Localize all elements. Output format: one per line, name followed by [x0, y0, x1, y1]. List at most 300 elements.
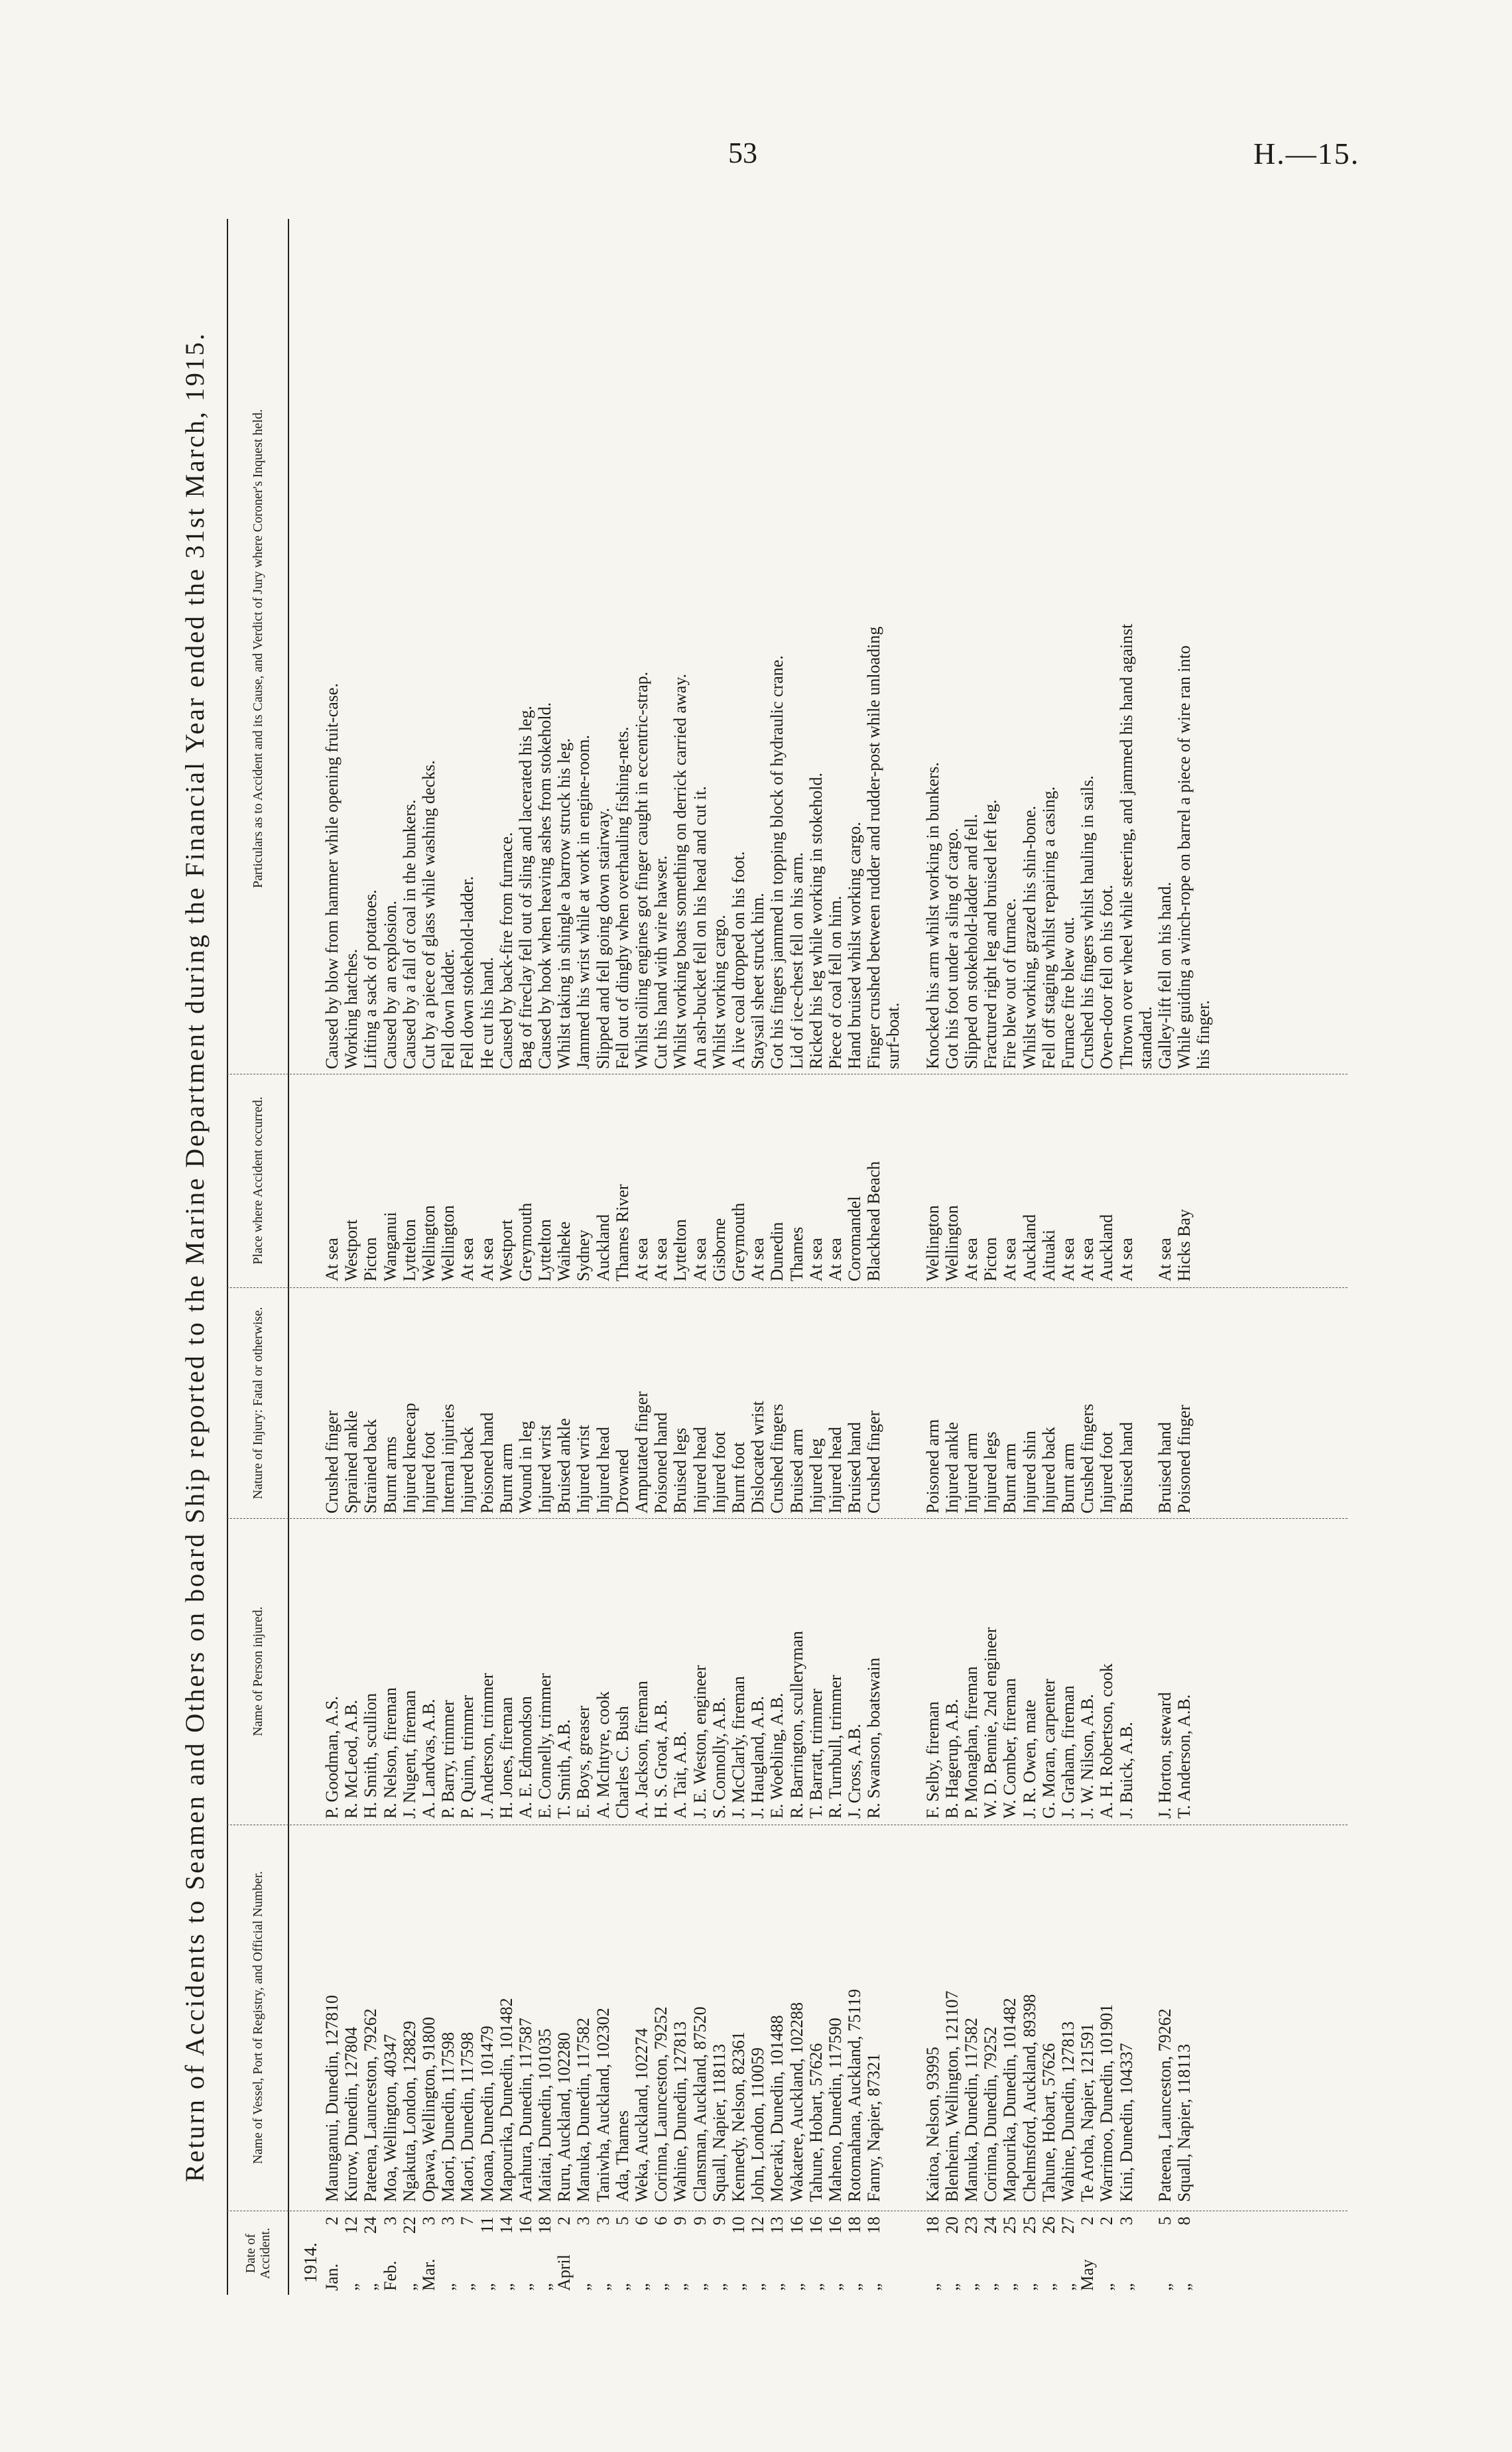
month-cell: „ [787, 2283, 806, 2291]
table-row [342, 219, 361, 2295]
particulars-cell: Working hatches. [342, 948, 361, 1069]
person-cell: J. Graham, fireman [1058, 1685, 1078, 1819]
particulars-cell: Fell down stokehold-ladder. [458, 875, 477, 1069]
place-cell: At sea [477, 1238, 497, 1281]
table-row [1136, 219, 1155, 2295]
month-cell: „ [458, 2283, 477, 2291]
header-place: Place where Accident occurred. [251, 1096, 265, 1265]
injury-cell: Dislocated wrist [748, 1401, 768, 1514]
injury-cell: Injured foot [709, 1431, 729, 1514]
month-cell: Mar. [418, 2258, 438, 2291]
place-cell: Wellington [438, 1205, 458, 1281]
vessel-cell: Opawa, Wellington, 91800 [418, 2016, 438, 2202]
person-cell: W. Comber, fireman [1000, 1678, 1020, 1819]
injury-cell: Drowned [612, 1449, 632, 1514]
person-cell: H. S. Groat, A.B. [651, 1699, 671, 1819]
person-cell: P. Barry, trimmer [438, 1700, 458, 1819]
table-row [1039, 219, 1058, 2295]
injury-cell: Bruised arm [787, 1429, 806, 1514]
particulars-cell: Furnace fire blew out. [1058, 917, 1078, 1069]
person-cell: R. Nelson, fireman [380, 1687, 400, 1819]
particulars-cell: Caused by blow from hammer while opening fruit-case. [322, 683, 342, 1069]
table-row [458, 219, 477, 2295]
table-row [806, 219, 826, 2295]
vessel-cell: Blenheim, Wellington, 121107 [942, 1990, 962, 2202]
header-vessel: Name of Vessel, Port of Registry, and Official Number. [251, 1871, 265, 2164]
table-row [845, 219, 864, 2295]
place-cell: At sea [651, 1238, 671, 1281]
vessel-cell: Kini, Dunedin, 104337 [1116, 2043, 1136, 2202]
place-cell: At sea [632, 1238, 651, 1281]
particulars-cell: Whilst taking in shingle a barrow struck his leg. [554, 738, 574, 1069]
place-cell: Lyttelton [399, 1219, 419, 1281]
place-cell: Thames [787, 1226, 806, 1281]
place-cell: Auckland [593, 1214, 613, 1281]
person-cell: H. Jones, fireman [496, 1697, 516, 1819]
table-row [1020, 219, 1039, 2295]
table-row [1117, 219, 1136, 2295]
particulars-cell: his finger. [1194, 1000, 1214, 1069]
particulars-cell: An ash-bucket fell on his head and cut it. [690, 786, 710, 1069]
table-row [1194, 219, 1213, 2295]
month-cell: April [554, 2254, 574, 2291]
day-cell: 2 [322, 2217, 342, 2225]
day-cell: 3 [1116, 2217, 1136, 2225]
vessel-cell: Weka, Auckland, 102274 [632, 2028, 651, 2202]
day-cell: 9 [709, 2217, 729, 2225]
table-row [516, 219, 535, 2295]
month-cell: „ [670, 2283, 690, 2291]
particulars-cell: Crushed his fingers whilst hauling in sails. [1078, 775, 1098, 1069]
injury-cell: Injured head [593, 1427, 613, 1514]
day-cell: 3 [593, 2217, 613, 2225]
particulars-cell: Hand bruised whilst working cargo. [845, 822, 865, 1069]
vessel-cell: John, London, 110059 [748, 2047, 768, 2202]
table-row [1078, 219, 1097, 2295]
person-cell: T. Anderson, A.B. [1174, 1694, 1194, 1819]
year-label: 1914. [300, 2242, 320, 2283]
place-cell: Lyttelton [535, 1219, 555, 1281]
vessel-cell: Maori, Dunedin, 117598 [458, 2032, 477, 2202]
month-cell: „ [593, 2283, 613, 2291]
place-cell: Greymouth [728, 1202, 748, 1281]
injury-cell: Bruised legs [670, 1427, 690, 1514]
injury-cell: Bruised ankle [554, 1418, 574, 1514]
person-cell: A. Jackson, fireman [632, 1681, 651, 1819]
vessel-cell: Moeraki, Dunedin, 101488 [767, 2015, 787, 2202]
place-cell: Greymouth [515, 1202, 535, 1281]
particulars-cell: Finger crushed between rudder and rudder-post while unloading [864, 626, 884, 1069]
table-header [227, 219, 289, 2295]
table-row [651, 219, 670, 2295]
month-cell: „ [1116, 2283, 1136, 2291]
accident-return-table [179, 219, 1353, 2295]
place-cell: At sea [748, 1238, 768, 1281]
place-cell: Hicks Bay [1174, 1208, 1194, 1281]
table-row [632, 219, 651, 2295]
particulars-cell: Oven-door fell on his foot. [1097, 884, 1117, 1069]
month-cell: „ [1000, 2283, 1020, 2291]
particulars-cell: Knocked his arm whilst working in bunkers. [922, 762, 942, 1069]
table-row [710, 219, 729, 2295]
injury-cell: Crushed fingers [1078, 1403, 1098, 1514]
place-cell: Wellington [418, 1205, 438, 1281]
injury-cell: Injured head [825, 1427, 845, 1514]
month-cell: „ [438, 2283, 458, 2291]
particulars-cell: Whilst oiling engines got finger caught in eccentric-strap. [632, 671, 651, 1069]
injury-cell: Internal injuries [438, 1403, 458, 1514]
day-cell: 12 [748, 2217, 768, 2234]
injury-cell: Poisoned arm [922, 1419, 942, 1514]
table-row [942, 219, 962, 2295]
month-cell: „ [942, 2283, 962, 2291]
particulars-cell: Fell down ladder. [438, 948, 458, 1069]
vessel-cell: Maori, Dunedin, 117598 [438, 2032, 458, 2202]
injury-cell: Injured foot [418, 1431, 438, 1514]
particulars-cell: Fractured right leg and bruised left leg. [981, 799, 1001, 1069]
injury-cell: Injured shin [1019, 1431, 1039, 1514]
injury-cell: Injured arm [962, 1432, 981, 1514]
table-row [613, 219, 632, 2295]
month-cell: „ [1039, 2283, 1058, 2291]
particulars-cell: Cut by a piece of glass while washing decks. [418, 760, 438, 1069]
table-row [438, 219, 458, 2295]
day-cell: 3 [380, 2217, 400, 2225]
day-cell: 24 [981, 2217, 1001, 2234]
place-cell: At sea [1116, 1238, 1136, 1281]
person-cell: J. Anderson, trimmer [477, 1673, 497, 1819]
day-cell: 13 [767, 2217, 787, 2234]
particulars-cell: Whilst working cargo. [709, 915, 729, 1069]
place-cell: Wellington [942, 1205, 962, 1281]
vessel-cell: Chelmsford, Auckland, 89398 [1019, 1994, 1039, 2202]
person-cell: H. Smith, scullion [361, 1693, 381, 1819]
day-cell: 25 [1019, 2217, 1039, 2234]
month-cell: „ [748, 2283, 768, 2291]
day-cell: 9 [670, 2217, 690, 2225]
day-cell: 14 [496, 2217, 516, 2234]
person-cell: Charles C. Bush [612, 1706, 632, 1819]
month-cell: „ [845, 2283, 865, 2291]
table-row [419, 219, 438, 2295]
injury-cell: Wound in leg [515, 1421, 535, 1514]
month-cell: „ [399, 2283, 419, 2291]
vessel-cell: Ada, Thames [612, 2110, 632, 2202]
injury-cell: Crushed finger [322, 1410, 342, 1514]
person-cell: J. Buick, A.B. [1116, 1722, 1136, 1819]
place-cell: At sea [1000, 1238, 1020, 1281]
person-cell: A. Tait, A.B. [670, 1730, 690, 1819]
month-cell: „ [806, 2283, 826, 2291]
vessel-cell: Corinna, Dunedin, 79252 [981, 2026, 1001, 2202]
particulars-cell: Fire blew out of furnace. [1000, 898, 1020, 1069]
month-cell: „ [709, 2283, 729, 2291]
vessel-cell: Moana, Dunedin, 101479 [477, 2026, 497, 2202]
vessel-cell: Maitai, Dunedin, 101035 [535, 2028, 555, 2202]
vessel-cell: Clansman, Auckland, 87520 [690, 2006, 710, 2202]
injury-cell: Bruised hand [1155, 1422, 1174, 1514]
day-cell: 18 [845, 2217, 865, 2234]
vessel-cell: Te Aroha, Napier, 121591 [1078, 2023, 1098, 2202]
table-row [787, 219, 806, 2295]
place-cell: Coromandel [845, 1196, 865, 1281]
vessel-cell: Tahune, Hobart, 57626 [806, 2043, 826, 2202]
month-cell: Feb. [380, 2260, 400, 2291]
place-cell: Waiheke [554, 1221, 574, 1281]
injury-cell: Burnt foot [728, 1442, 748, 1514]
table-row [1058, 219, 1078, 2295]
particulars-cell: surf-boat. [883, 1002, 903, 1069]
injury-cell: Poisoned hand [651, 1412, 671, 1514]
particulars-cell: Jammed his wrist while at work in engine-room. [574, 734, 594, 1069]
place-cell: Lyttelton [670, 1219, 690, 1281]
day-cell: 11 [477, 2217, 497, 2234]
day-cell: 18 [864, 2217, 884, 2234]
person-cell: R. Swanson, boatswain [864, 1657, 884, 1819]
table-row [322, 219, 342, 2295]
month-cell: „ [1019, 2283, 1039, 2291]
person-cell: J. R. Owen, mate [1019, 1699, 1039, 1819]
person-cell: A. E. Edmondson [515, 1696, 535, 1819]
place-cell: Blackhead Beach [864, 1161, 884, 1281]
particulars-cell: Galley-lift fell on his hand. [1155, 881, 1174, 1069]
person-cell: R. Barrington, sculleryman [787, 1630, 806, 1819]
day-cell: 6 [651, 2217, 671, 2225]
injury-cell: Poisoned hand [477, 1412, 497, 1514]
person-cell: J. W. Nilson, A.B. [1078, 1694, 1098, 1819]
table-row [923, 219, 942, 2295]
place-cell: At sea [806, 1238, 826, 1281]
month-cell: „ [1174, 2283, 1194, 2291]
particulars-cell: standard. [1135, 1006, 1155, 1069]
month-cell: „ [651, 2283, 671, 2291]
place-cell: Thames River [612, 1184, 632, 1281]
vessel-cell: Wahine, Dunedin, 127813 [670, 2021, 690, 2202]
person-cell: J. Cross, A.B. [845, 1723, 865, 1819]
injury-cell: Injured kneecap [399, 1403, 419, 1514]
vessel-cell: Kurow, Dunedin, 127804 [342, 2026, 361, 2202]
day-cell: 16 [806, 2217, 826, 2234]
injury-cell: Burnt arm [1000, 1443, 1020, 1514]
vessel-cell: Taniwha, Auckland, 102302 [593, 2008, 613, 2202]
particulars-cell: Fell off staging whilst repairing a casing. [1039, 786, 1058, 1069]
person-cell: T. Smith, A.B. [554, 1719, 574, 1819]
place-cell: At sea [458, 1238, 477, 1281]
place-cell: Wellington [922, 1205, 942, 1281]
particulars-cell: Ricked his leg while working in stokehold. [806, 772, 826, 1069]
table-row [361, 219, 380, 2295]
place-cell: Westport [496, 1219, 516, 1281]
particulars-cell: Lifting a sack of potatoes. [361, 889, 381, 1069]
place-cell: Sydney [574, 1230, 594, 1281]
table-row [1155, 219, 1174, 2295]
person-cell: A. H. Robertson, cook [1097, 1663, 1117, 1819]
vessel-cell: Ngakuta, London, 128829 [399, 2021, 419, 2202]
injury-cell: Burnt arms [380, 1436, 400, 1514]
particulars-cell: Bag of fireclay fell out of sling and lacerated his leg. [515, 706, 535, 1069]
person-cell: J. Nugent, fireman [399, 1690, 419, 1819]
place-cell: At sea [690, 1238, 710, 1281]
day-cell: 6 [632, 2217, 651, 2225]
month-cell: Jan. [322, 2263, 342, 2291]
place-cell: Picton [361, 1237, 381, 1281]
particulars-cell: Slipped on stokehold-ladder and fell. [962, 814, 981, 1069]
table-row [400, 219, 419, 2295]
person-cell: W. D. Bennie, 2nd engineer [981, 1627, 1001, 1819]
table-row [535, 219, 554, 2295]
place-cell: At sea [322, 1238, 342, 1281]
day-cell: 8 [1174, 2217, 1194, 2225]
table-row [1000, 219, 1019, 2295]
day-cell: 5 [1155, 2217, 1174, 2225]
day-cell: 2 [1078, 2217, 1098, 2225]
particulars-cell: Thrown over wheel while steering, and jammed his hand against [1116, 623, 1136, 1069]
month-cell: „ [342, 2283, 361, 2291]
month-cell: „ [825, 2283, 845, 2291]
particulars-cell: While guiding a winch-rope on barrel a piece of wire ran into [1174, 645, 1194, 1069]
month-cell: „ [922, 2283, 942, 2291]
header-particulars: Particulars as to Accident and its Cause, and Verdict of Jury where Coroner's Inquest held. [251, 409, 265, 888]
place-cell: Wanganui [380, 1212, 400, 1281]
day-cell: 27 [1058, 2217, 1078, 2234]
month-cell: „ [574, 2283, 594, 2291]
month-cell: „ [361, 2283, 381, 2291]
place-cell: Auckland [1019, 1214, 1039, 1281]
month-cell: „ [632, 2283, 651, 2291]
month-cell: „ [981, 2283, 1001, 2291]
particulars-cell: Whilst working, grazed his shin-bone. [1019, 805, 1039, 1069]
month-cell: „ [535, 2283, 555, 2291]
row-gap [903, 219, 923, 2295]
table-row [826, 219, 845, 2295]
person-cell: P. Goodman, A.S. [322, 1696, 342, 1819]
month-cell: „ [1155, 2283, 1174, 2291]
day-cell: 3 [574, 2217, 594, 2225]
person-cell: J. Horton, steward [1155, 1692, 1174, 1819]
day-cell: 5 [612, 2217, 632, 2225]
injury-cell: Injured back [1039, 1427, 1058, 1514]
injury-cell: Bruised hand [1116, 1422, 1136, 1514]
day-cell: 18 [535, 2217, 555, 2234]
day-cell: 20 [942, 2217, 962, 2234]
table-row [690, 219, 710, 2295]
table-row [554, 219, 574, 2295]
particulars-cell: Got his fingers jammed in topping block of hydraulic crane. [767, 655, 787, 1069]
vessel-cell: Moa, Wellington, 40347 [380, 2033, 400, 2202]
vessel-cell: Squall, Napier, 118113 [709, 2043, 729, 2202]
vessel-cell: Mapourika, Dunedin, 101482 [496, 1998, 516, 2202]
month-cell: „ [767, 2283, 787, 2291]
vessel-cell: Pateena, Launceston, 79262 [1155, 2008, 1174, 2202]
person-cell: B. Hagerup, A.B. [942, 1699, 962, 1819]
person-cell: S. Connolly, A.B. [709, 1697, 729, 1819]
table-row [883, 219, 903, 2295]
particulars-cell: Whilst working boats something on derrick carried away. [670, 673, 690, 1069]
header-injury: Nature of Injury: Fatal or otherwise. [251, 1307, 265, 1500]
place-cell: Dunedin [767, 1222, 787, 1281]
vessel-cell: Maunganui, Dunedin, 127810 [322, 1995, 342, 2202]
table-row [381, 219, 400, 2295]
place-cell: Auckland [1097, 1214, 1117, 1281]
particulars-cell: Caused by an explosion. [380, 900, 400, 1069]
table-row [497, 219, 516, 2295]
day-cell: 3 [438, 2217, 458, 2225]
injury-cell: Injured back [458, 1427, 477, 1514]
month-cell: May [1078, 2259, 1098, 2291]
table-row [594, 219, 613, 2295]
particulars-cell: Lid of ice-chest fell on his arm. [787, 852, 806, 1069]
day-cell: 25 [1000, 2217, 1020, 2234]
person-cell: E. Connelly, trimmer [535, 1673, 555, 1819]
day-cell: 10 [728, 2217, 748, 2234]
table-row [981, 219, 1000, 2295]
month-cell: „ [477, 2283, 497, 2291]
table-row [729, 219, 748, 2295]
table-row [748, 219, 767, 2295]
injury-cell: Crushed finger [864, 1410, 884, 1514]
injury-cell: Bruised hand [845, 1422, 865, 1514]
table-row [864, 219, 883, 2295]
table-row [1174, 219, 1194, 2295]
month-cell: „ [1058, 2283, 1078, 2291]
month-cell: „ [690, 2283, 710, 2291]
month-cell: „ [515, 2283, 535, 2291]
particulars-cell: Got his foot under a sling of cargo. [942, 828, 962, 1069]
table-row [962, 219, 981, 2295]
place-cell: Aituaki [1039, 1230, 1058, 1281]
vessel-cell: Wakatere, Auckland, 102288 [787, 2002, 806, 2202]
place-cell: Gisborne [709, 1218, 729, 1281]
table-row [574, 219, 593, 2295]
vessel-cell: Fanny, Napier, 87321 [864, 2053, 884, 2202]
person-cell: G. Moran, carpenter [1039, 1679, 1058, 1819]
particulars-cell: Caused by back-fire from furnace. [496, 832, 516, 1069]
vessel-cell: Warrimoo, Dunedin, 101901 [1097, 2004, 1117, 2202]
day-cell: 22 [399, 2217, 419, 2234]
person-cell: P. Quinn, trimmer [458, 1695, 477, 1819]
vessel-cell: Corinna, Launceston, 79252 [651, 2006, 671, 2202]
day-cell: 18 [922, 2217, 942, 2234]
day-cell: 23 [962, 2217, 981, 2234]
place-cell: At sea [1058, 1238, 1078, 1281]
person-cell: J. Haugland, A.B. [748, 1696, 768, 1819]
place-cell: Westport [342, 1219, 361, 1281]
month-cell: „ [612, 2283, 632, 2291]
vessel-cell: Kennedy, Nelson, 82361 [728, 2032, 748, 2202]
day-cell: 26 [1039, 2217, 1058, 2234]
month-cell: „ [962, 2283, 981, 2291]
table-title: Return of Accidents to Seamen and Others on board Ship reported to the Marine Department during the Financial Year ended the 31st March, 1915. [180, 332, 210, 2182]
injury-cell: Injured leg [806, 1438, 826, 1514]
day-cell: 12 [342, 2217, 361, 2234]
injury-cell: Injured wrist [535, 1425, 555, 1514]
vessel-cell: Wahine, Dunedin, 127813 [1058, 2021, 1078, 2202]
table-row [477, 219, 497, 2295]
particulars-cell: Caused by a fall of coal in the bunkers. [399, 799, 419, 1069]
vessel-cell: Kaitoa, Nelson, 93995 [922, 2047, 942, 2202]
month-cell: „ [864, 2283, 884, 2291]
month-cell: „ [1097, 2283, 1117, 2291]
person-cell: P. Monaghan, fireman [962, 1666, 981, 1819]
month-cell: „ [728, 2283, 748, 2291]
person-cell: A. Landvas, A.B. [418, 1699, 438, 1819]
vessel-cell: Manuka, Dunedin, 117582 [574, 2018, 594, 2202]
injury-cell: Injured ankle [942, 1422, 962, 1514]
particulars-cell: A live coal dropped on his foot. [728, 851, 748, 1069]
day-cell: 16 [787, 2217, 806, 2234]
day-cell: 9 [690, 2217, 710, 2225]
page-number: 53 [728, 137, 757, 169]
